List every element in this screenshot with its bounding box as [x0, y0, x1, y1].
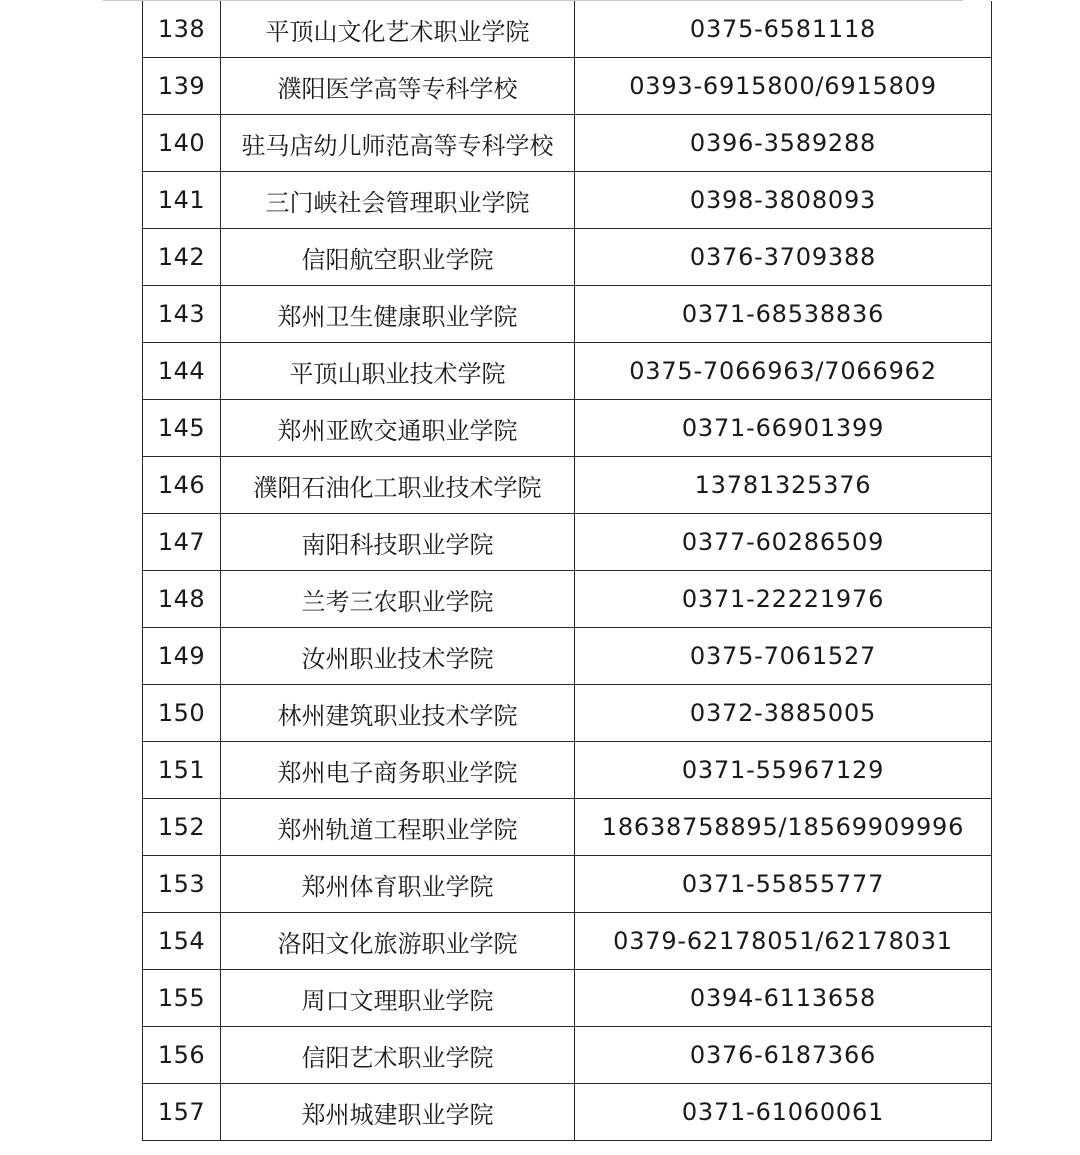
table-row [143, 1084, 992, 1141]
table-row [143, 343, 992, 400]
table-row [143, 1, 992, 58]
college-name: 兰考三农职业学院 [221, 571, 575, 628]
phone-number: 0371-22221976 [575, 571, 992, 628]
phone-number: 0396-3589288 [575, 115, 992, 172]
college-name: 周口文理职业学院 [221, 970, 575, 1027]
college-name: 濮阳医学高等专科学校 [221, 58, 575, 115]
phone-number: 0371-55855777 [575, 856, 992, 913]
college-name: 南阳科技职业学院 [221, 514, 575, 571]
row-number: 138 [143, 1, 221, 58]
college-name: 信阳航空职业学院 [221, 229, 575, 286]
table-row [143, 571, 992, 628]
college-name: 郑州体育职业学院 [221, 856, 575, 913]
table-row [143, 913, 992, 970]
row-number: 139 [143, 58, 221, 115]
college-name: 郑州城建职业学院 [221, 1084, 575, 1141]
phone-number: 0371-61060061 [575, 1084, 992, 1141]
row-number: 146 [143, 457, 221, 514]
table-row [143, 400, 992, 457]
row-number: 145 [143, 400, 221, 457]
phone-number: 0398-3808093 [575, 172, 992, 229]
row-number: 147 [143, 514, 221, 571]
table-row [143, 742, 992, 799]
table-row [143, 1027, 992, 1084]
college-name: 郑州电子商务职业学院 [221, 742, 575, 799]
college-name: 平顶山文化艺术职业学院 [221, 1, 575, 58]
college-name: 郑州卫生健康职业学院 [221, 286, 575, 343]
table-row [143, 58, 992, 115]
college-name: 汝州职业技术学院 [221, 628, 575, 685]
row-number: 157 [143, 1084, 221, 1141]
phone-number: 0393-6915800/6915809 [575, 58, 992, 115]
row-number: 154 [143, 913, 221, 970]
table-row [143, 286, 992, 343]
table-row [143, 514, 992, 571]
phone-number: 18638758895/18569909996 [575, 799, 992, 856]
phone-number: 0376-3709388 [575, 229, 992, 286]
table-row [143, 229, 992, 286]
table-row [143, 970, 992, 1027]
table-row [143, 799, 992, 856]
row-number: 141 [143, 172, 221, 229]
college-name: 平顶山职业技术学院 [221, 343, 575, 400]
college-name: 驻马店幼儿师范高等专科学校 [221, 115, 575, 172]
phone-number: 0376-6187366 [575, 1027, 992, 1084]
college-name: 三门峡社会管理职业学院 [221, 172, 575, 229]
phone-number: 0371-55967129 [575, 742, 992, 799]
phone-number: 0379-62178051/62178031 [575, 913, 992, 970]
phone-number: 0372-3885005 [575, 685, 992, 742]
college-name: 濮阳石油化工职业技术学院 [221, 457, 575, 514]
table-row [143, 457, 992, 514]
phone-number: 0375-6581118 [575, 1, 992, 58]
phone-number: 0375-7061527 [575, 628, 992, 685]
table-body [143, 1, 992, 1141]
phone-number: 13781325376 [575, 457, 992, 514]
row-number: 142 [143, 229, 221, 286]
row-number: 151 [143, 742, 221, 799]
table-row [143, 115, 992, 172]
college-contact-table [142, 1, 992, 1141]
college-name: 信阳艺术职业学院 [221, 1027, 575, 1084]
college-name: 林州建筑职业技术学院 [221, 685, 575, 742]
row-number: 153 [143, 856, 221, 913]
table-row [143, 172, 992, 229]
college-name: 洛阳文化旅游职业学院 [221, 913, 575, 970]
row-number: 156 [143, 1027, 221, 1084]
phone-number: 0371-68538836 [575, 286, 992, 343]
table-row [143, 685, 992, 742]
college-name: 郑州亚欧交通职业学院 [221, 400, 575, 457]
phone-number: 0371-66901399 [575, 400, 992, 457]
row-number: 150 [143, 685, 221, 742]
table-row [143, 628, 992, 685]
table-row [143, 856, 992, 913]
row-number: 149 [143, 628, 221, 685]
row-number: 143 [143, 286, 221, 343]
row-number: 155 [143, 970, 221, 1027]
row-number: 144 [143, 343, 221, 400]
college-name: 郑州轨道工程职业学院 [221, 799, 575, 856]
row-number: 152 [143, 799, 221, 856]
phone-number: 0394-6113658 [575, 970, 992, 1027]
phone-number: 0375-7066963/7066962 [575, 343, 992, 400]
row-number: 140 [143, 115, 221, 172]
phone-number: 0377-60286509 [575, 514, 992, 571]
row-number: 148 [143, 571, 221, 628]
